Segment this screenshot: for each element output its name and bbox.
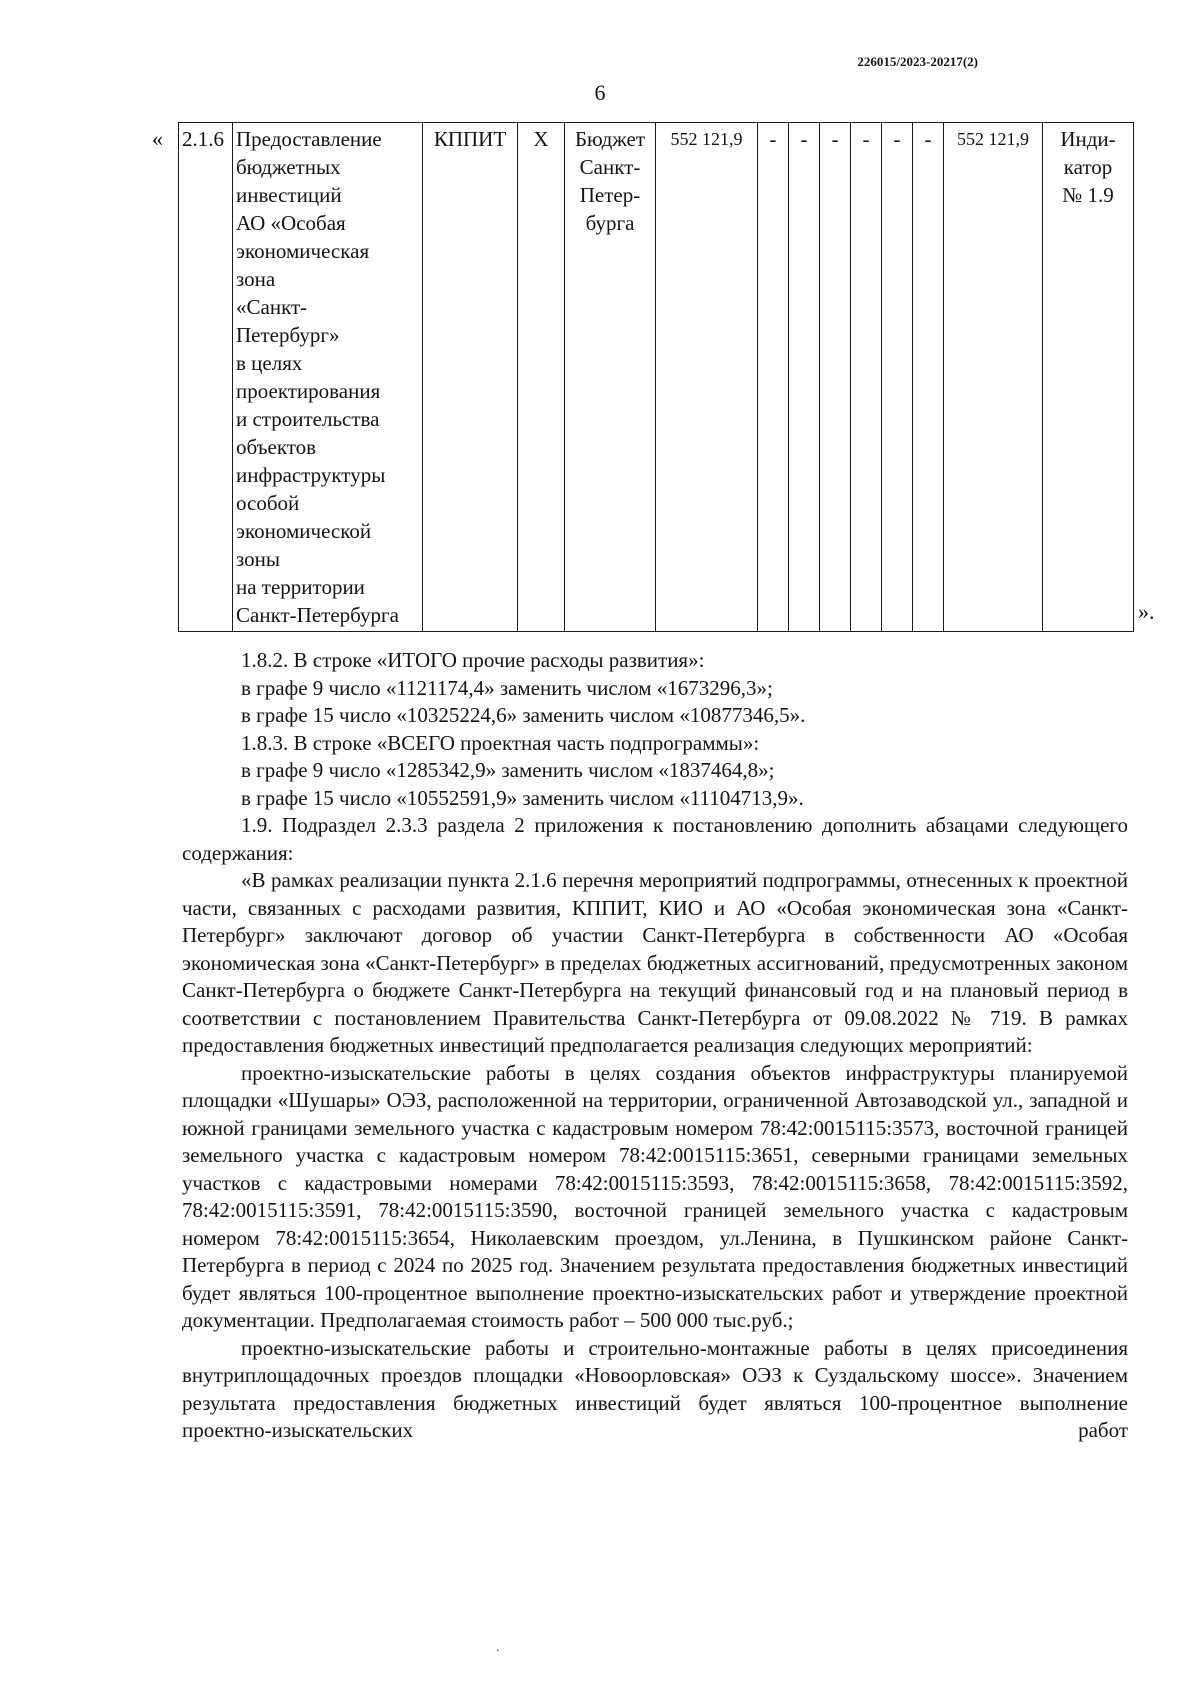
- page-number: 6: [594, 80, 606, 105]
- paragraph-inserted-text: «В рамках реализации пункта 2.1.6 перечня мероприятий подпрограммы, отнесенных к проектной части, связанных с расходами развития, КППИТ, КИО и АО «Особая экономическая зона «Санкт-Петербург» заключают договор об участии Санкт-Петербурга в собственности АО «Особая экономическая зона «Санкт-Петербург» в пределах бюджетных ассигнований, предусмотренных законом Санкт-Петербурга о бюджете Санкт-Петербурга на текущий финансовый год и на плановый период в соответствии с постановлением Правительства Санкт-Петербурга от 09.08.2022 № 719. В рамках предоставления бюджетных инвестиций предполагается реализация следующих мероприятий:: [182, 868, 1128, 1057]
- cell-mark: Х: [518, 123, 565, 632]
- cell-indicator: Инди- катор № 1.9: [1043, 123, 1134, 632]
- cell-dash: -: [882, 123, 913, 632]
- cell-executor: КППИТ: [423, 123, 518, 632]
- cell-dash: -: [789, 123, 820, 632]
- measures-table: [178, 122, 1134, 632]
- document-id: 226015/2023-20217(2): [857, 54, 978, 69]
- cell-dash: -: [851, 123, 882, 632]
- cell-number: 2.1.6: [179, 123, 233, 632]
- paragraph-1-8-3: 1.8.3. В строке «ВСЕГО проектная часть подпрограммы»:: [241, 730, 760, 755]
- cell-dash: -: [758, 123, 789, 632]
- table-close-quote: ».: [1138, 599, 1155, 624]
- scan-speck: .: [496, 1640, 500, 1655]
- cell-dash: -: [913, 123, 944, 632]
- paragraph-replace-col15: в графе 15 число «10325224,6» заменить числом «10877346,5».: [241, 703, 806, 727]
- paragraph-1-8-2: 1.8.2. В строке «ИТОГО прочие расходы развития»:: [241, 648, 705, 672]
- paragraph-1-9: 1.9. Подраздел 2.3.3 раздела 2 приложения к постановлению дополнить абзацами следующего содержания:: [182, 813, 1128, 865]
- cell-dash: -: [820, 123, 851, 632]
- body-text: [182, 647, 1128, 1445]
- paragraph-replace-col15: в графе 15 число «10552591,9» заменить числом «11104713,9».: [241, 785, 804, 810]
- paragraph-novoorlovskaya-works: проектно-изыскательские работы и строительно-монтажные работы в целях присоединения внутриплощадочных проездов площадки «Новоорловская» ОЭЗ к Суздальскому шоссе». Значением результата предоставления бюджетных инвестиций будет являться 100-процентное выполнение проектно-изыскательских работ: [182, 1335, 1128, 1442]
- paragraph-replace-col9: в графе 9 число «1285342,9» заменить числом «1837464,8»;: [241, 758, 775, 782]
- cell-source: Бюджет Санкт- Петер- бурга: [565, 123, 656, 632]
- paragraph-shushary-works: проектно-изыскательские работы в целях создания объектов инфраструктуры планируемой площадки «Шушары» ОЭЗ, расположенной на территории, ограниченной Автозаводской ул., западной и южной границами земельного участка с кадастровым номером 78:42:0015115:3573, восточной границей земельного участка с кадастровым номером 78:42:0015115:3651, северными границами земельных участков с кадастровыми номерами 78:42:0015115:3593, 78:42:0015115:3658, 78:42:0015115:3592, 78:42:0015115:3591, 78:42:0015115:3590, восточной границей земельного участка с кадастровым номером 78:42:0015115:3654, Николаевским проездом, ул.Ленина, в Пушкинском районе Санкт-Петербурга в период с 2024 по 2025 год. Значением результата предоставления бюджетных инвестиций будет являться 100-процентное выполнение проектно-изыскательских работ и утверждение проектной документации. Предполагаемая стоимость работ – 500 000 тыс.руб.;: [182, 1060, 1128, 1332]
- cell-sum-year: 552 121,9: [656, 123, 758, 632]
- paragraph-replace-col9: в графе 9 число «1121174,4» заменить числом «1673296,3»;: [241, 675, 773, 700]
- cell-name: Предоставление бюджетных инвестиций АО «Особая экономическая зона «Санкт- Петербург» в целях проектирования и строительства объектов инфраструктуры особой экономической зоны на территории Санкт-Петербурга: [233, 123, 423, 632]
- table-row: [179, 123, 1134, 632]
- cell-sum-total: 552 121,9: [944, 123, 1043, 632]
- table-open-quote: «: [152, 126, 163, 151]
